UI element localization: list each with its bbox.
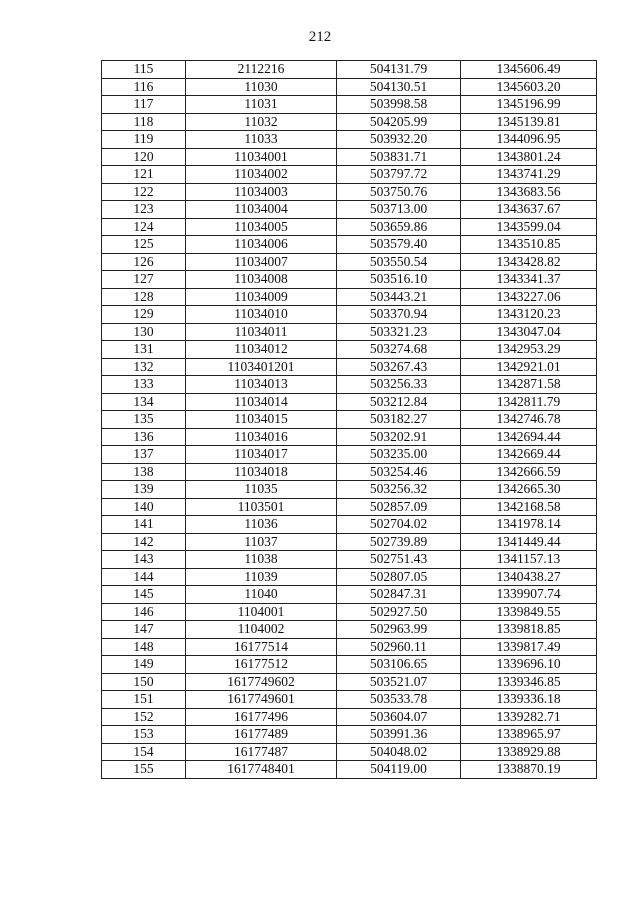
point-id-cell: 11038 bbox=[186, 551, 337, 569]
y-coordinate-cell: 1343801.24 bbox=[461, 148, 597, 166]
point-id-cell: 11034009 bbox=[186, 288, 337, 306]
x-coordinate-cell: 503212.84 bbox=[337, 393, 461, 411]
y-coordinate-cell: 1343683.56 bbox=[461, 183, 597, 201]
row-number-cell: 142 bbox=[102, 533, 186, 551]
y-coordinate-cell: 1339282.71 bbox=[461, 708, 597, 726]
point-id-cell: 11034018 bbox=[186, 463, 337, 481]
table-row bbox=[102, 218, 597, 236]
row-number-cell: 119 bbox=[102, 131, 186, 149]
y-coordinate-cell: 1343637.67 bbox=[461, 201, 597, 219]
y-coordinate-cell: 1343510.85 bbox=[461, 236, 597, 254]
row-number-cell: 138 bbox=[102, 463, 186, 481]
x-coordinate-cell: 503533.78 bbox=[337, 691, 461, 709]
x-coordinate-cell: 503256.32 bbox=[337, 481, 461, 499]
point-id-cell: 11035 bbox=[186, 481, 337, 499]
y-coordinate-cell: 1342871.58 bbox=[461, 376, 597, 394]
table-row bbox=[102, 446, 597, 464]
row-number-cell: 120 bbox=[102, 148, 186, 166]
point-id-cell: 16177496 bbox=[186, 708, 337, 726]
point-id-cell: 11034007 bbox=[186, 253, 337, 271]
x-coordinate-cell: 503370.94 bbox=[337, 306, 461, 324]
table-row bbox=[102, 463, 597, 481]
table-row bbox=[102, 621, 597, 639]
row-number-cell: 121 bbox=[102, 166, 186, 184]
table-row bbox=[102, 201, 597, 219]
table-row bbox=[102, 236, 597, 254]
x-coordinate-cell: 503998.58 bbox=[337, 96, 461, 114]
table-row bbox=[102, 393, 597, 411]
y-coordinate-cell: 1341978.14 bbox=[461, 516, 597, 534]
row-number-cell: 125 bbox=[102, 236, 186, 254]
x-coordinate-cell: 502963.99 bbox=[337, 621, 461, 639]
row-number-cell: 115 bbox=[102, 61, 186, 79]
row-number-cell: 131 bbox=[102, 341, 186, 359]
y-coordinate-cell: 1343227.06 bbox=[461, 288, 597, 306]
point-id-cell: 11036 bbox=[186, 516, 337, 534]
row-number-cell: 123 bbox=[102, 201, 186, 219]
coordinates-table-body bbox=[102, 61, 597, 779]
row-number-cell: 129 bbox=[102, 306, 186, 324]
point-id-cell: 16177514 bbox=[186, 638, 337, 656]
row-number-cell: 118 bbox=[102, 113, 186, 131]
row-number-cell: 147 bbox=[102, 621, 186, 639]
y-coordinate-cell: 1342666.59 bbox=[461, 463, 597, 481]
y-coordinate-cell: 1342953.29 bbox=[461, 341, 597, 359]
y-coordinate-cell: 1343741.29 bbox=[461, 166, 597, 184]
y-coordinate-cell: 1343428.82 bbox=[461, 253, 597, 271]
x-coordinate-cell: 502751.43 bbox=[337, 551, 461, 569]
y-coordinate-cell: 1339907.74 bbox=[461, 586, 597, 604]
table-row bbox=[102, 498, 597, 516]
row-number-cell: 141 bbox=[102, 516, 186, 534]
table-row bbox=[102, 253, 597, 271]
row-number-cell: 116 bbox=[102, 78, 186, 96]
row-number-cell: 134 bbox=[102, 393, 186, 411]
table-row bbox=[102, 533, 597, 551]
table-row bbox=[102, 271, 597, 289]
x-coordinate-cell: 503797.72 bbox=[337, 166, 461, 184]
row-number-cell: 140 bbox=[102, 498, 186, 516]
point-id-cell: 1103401201 bbox=[186, 358, 337, 376]
x-coordinate-cell: 502847.31 bbox=[337, 586, 461, 604]
point-id-cell: 11037 bbox=[186, 533, 337, 551]
table-row bbox=[102, 708, 597, 726]
x-coordinate-cell: 503521.07 bbox=[337, 673, 461, 691]
y-coordinate-cell: 1342811.79 bbox=[461, 393, 597, 411]
row-number-cell: 133 bbox=[102, 376, 186, 394]
x-coordinate-cell: 504130.51 bbox=[337, 78, 461, 96]
table-row bbox=[102, 341, 597, 359]
coordinates-table bbox=[101, 60, 597, 779]
x-coordinate-cell: 504119.00 bbox=[337, 761, 461, 779]
x-coordinate-cell: 503235.00 bbox=[337, 446, 461, 464]
row-number-cell: 150 bbox=[102, 673, 186, 691]
y-coordinate-cell: 1342746.78 bbox=[461, 411, 597, 429]
table-row bbox=[102, 726, 597, 744]
y-coordinate-cell: 1344096.95 bbox=[461, 131, 597, 149]
row-number-cell: 144 bbox=[102, 568, 186, 586]
row-number-cell: 117 bbox=[102, 96, 186, 114]
row-number-cell: 155 bbox=[102, 761, 186, 779]
y-coordinate-cell: 1339818.85 bbox=[461, 621, 597, 639]
x-coordinate-cell: 503443.21 bbox=[337, 288, 461, 306]
x-coordinate-cell: 503579.40 bbox=[337, 236, 461, 254]
row-number-cell: 152 bbox=[102, 708, 186, 726]
row-number-cell: 149 bbox=[102, 656, 186, 674]
y-coordinate-cell: 1342921.01 bbox=[461, 358, 597, 376]
table-row bbox=[102, 113, 597, 131]
x-coordinate-cell: 502739.89 bbox=[337, 533, 461, 551]
row-number-cell: 132 bbox=[102, 358, 186, 376]
y-coordinate-cell: 1339696.10 bbox=[461, 656, 597, 674]
y-coordinate-cell: 1342694.44 bbox=[461, 428, 597, 446]
point-id-cell: 2112216 bbox=[186, 61, 337, 79]
x-coordinate-cell: 502704.02 bbox=[337, 516, 461, 534]
y-coordinate-cell: 1342168.58 bbox=[461, 498, 597, 516]
y-coordinate-cell: 1339336.18 bbox=[461, 691, 597, 709]
x-coordinate-cell: 503321.23 bbox=[337, 323, 461, 341]
table-row bbox=[102, 586, 597, 604]
x-coordinate-cell: 503550.54 bbox=[337, 253, 461, 271]
row-number-cell: 128 bbox=[102, 288, 186, 306]
y-coordinate-cell: 1341449.44 bbox=[461, 533, 597, 551]
x-coordinate-cell: 503274.68 bbox=[337, 341, 461, 359]
y-coordinate-cell: 1343599.04 bbox=[461, 218, 597, 236]
row-number-cell: 122 bbox=[102, 183, 186, 201]
table-row bbox=[102, 603, 597, 621]
y-coordinate-cell: 1343047.04 bbox=[461, 323, 597, 341]
y-coordinate-cell: 1338965.97 bbox=[461, 726, 597, 744]
y-coordinate-cell: 1345139.81 bbox=[461, 113, 597, 131]
y-coordinate-cell: 1343120.23 bbox=[461, 306, 597, 324]
row-number-cell: 127 bbox=[102, 271, 186, 289]
x-coordinate-cell: 502927.50 bbox=[337, 603, 461, 621]
row-number-cell: 124 bbox=[102, 218, 186, 236]
point-id-cell: 1617748401 bbox=[186, 761, 337, 779]
x-coordinate-cell: 503254.46 bbox=[337, 463, 461, 481]
point-id-cell: 11034004 bbox=[186, 201, 337, 219]
point-id-cell: 11032 bbox=[186, 113, 337, 131]
table-row bbox=[102, 61, 597, 79]
table-row bbox=[102, 131, 597, 149]
y-coordinate-cell: 1345603.20 bbox=[461, 78, 597, 96]
x-coordinate-cell: 503604.07 bbox=[337, 708, 461, 726]
row-number-cell: 135 bbox=[102, 411, 186, 429]
row-number-cell: 139 bbox=[102, 481, 186, 499]
y-coordinate-cell: 1343341.37 bbox=[461, 271, 597, 289]
point-id-cell: 1104002 bbox=[186, 621, 337, 639]
x-coordinate-cell: 503831.71 bbox=[337, 148, 461, 166]
table-row bbox=[102, 481, 597, 499]
point-id-cell: 11034011 bbox=[186, 323, 337, 341]
x-coordinate-cell: 502807.05 bbox=[337, 568, 461, 586]
x-coordinate-cell: 503932.20 bbox=[337, 131, 461, 149]
point-id-cell: 1103501 bbox=[186, 498, 337, 516]
point-id-cell: 11034017 bbox=[186, 446, 337, 464]
y-coordinate-cell: 1345196.99 bbox=[461, 96, 597, 114]
y-coordinate-cell: 1340438.27 bbox=[461, 568, 597, 586]
row-number-cell: 145 bbox=[102, 586, 186, 604]
row-number-cell: 146 bbox=[102, 603, 186, 621]
x-coordinate-cell: 503713.00 bbox=[337, 201, 461, 219]
row-number-cell: 143 bbox=[102, 551, 186, 569]
row-number-cell: 137 bbox=[102, 446, 186, 464]
x-coordinate-cell: 504048.02 bbox=[337, 743, 461, 761]
row-number-cell: 148 bbox=[102, 638, 186, 656]
table-row bbox=[102, 743, 597, 761]
point-id-cell: 11031 bbox=[186, 96, 337, 114]
x-coordinate-cell: 503256.33 bbox=[337, 376, 461, 394]
table-row bbox=[102, 428, 597, 446]
row-number-cell: 154 bbox=[102, 743, 186, 761]
point-id-cell: 11034003 bbox=[186, 183, 337, 201]
point-id-cell: 1617749602 bbox=[186, 673, 337, 691]
point-id-cell: 11034012 bbox=[186, 341, 337, 359]
y-coordinate-cell: 1342669.44 bbox=[461, 446, 597, 464]
table-row bbox=[102, 568, 597, 586]
table-row bbox=[102, 761, 597, 779]
row-number-cell: 153 bbox=[102, 726, 186, 744]
table-row bbox=[102, 323, 597, 341]
table-row bbox=[102, 691, 597, 709]
point-id-cell: 11034002 bbox=[186, 166, 337, 184]
table-row bbox=[102, 638, 597, 656]
table-row bbox=[102, 551, 597, 569]
x-coordinate-cell: 502857.09 bbox=[337, 498, 461, 516]
y-coordinate-cell: 1342665.30 bbox=[461, 481, 597, 499]
x-coordinate-cell: 502960.11 bbox=[337, 638, 461, 656]
table-row bbox=[102, 166, 597, 184]
table-row bbox=[102, 656, 597, 674]
table-row bbox=[102, 516, 597, 534]
point-id-cell: 1104001 bbox=[186, 603, 337, 621]
point-id-cell: 1617749601 bbox=[186, 691, 337, 709]
point-id-cell: 11039 bbox=[186, 568, 337, 586]
x-coordinate-cell: 503182.27 bbox=[337, 411, 461, 429]
point-id-cell: 16177489 bbox=[186, 726, 337, 744]
y-coordinate-cell: 1345606.49 bbox=[461, 61, 597, 79]
x-coordinate-cell: 503267.43 bbox=[337, 358, 461, 376]
table-row bbox=[102, 148, 597, 166]
row-number-cell: 151 bbox=[102, 691, 186, 709]
row-number-cell: 130 bbox=[102, 323, 186, 341]
table-row bbox=[102, 411, 597, 429]
point-id-cell: 11030 bbox=[186, 78, 337, 96]
point-id-cell: 11034010 bbox=[186, 306, 337, 324]
x-coordinate-cell: 503106.65 bbox=[337, 656, 461, 674]
point-id-cell: 11034005 bbox=[186, 218, 337, 236]
point-id-cell: 11040 bbox=[186, 586, 337, 604]
table-row bbox=[102, 183, 597, 201]
x-coordinate-cell: 504205.99 bbox=[337, 113, 461, 131]
point-id-cell: 16177487 bbox=[186, 743, 337, 761]
y-coordinate-cell: 1339849.55 bbox=[461, 603, 597, 621]
point-id-cell: 16177512 bbox=[186, 656, 337, 674]
point-id-cell: 11034015 bbox=[186, 411, 337, 429]
row-number-cell: 126 bbox=[102, 253, 186, 271]
x-coordinate-cell: 503516.10 bbox=[337, 271, 461, 289]
y-coordinate-cell: 1341157.13 bbox=[461, 551, 597, 569]
point-id-cell: 11034016 bbox=[186, 428, 337, 446]
y-coordinate-cell: 1338929.88 bbox=[461, 743, 597, 761]
point-id-cell: 11034006 bbox=[186, 236, 337, 254]
point-id-cell: 11034014 bbox=[186, 393, 337, 411]
table-row bbox=[102, 673, 597, 691]
x-coordinate-cell: 503991.36 bbox=[337, 726, 461, 744]
row-number-cell: 136 bbox=[102, 428, 186, 446]
point-id-cell: 11034013 bbox=[186, 376, 337, 394]
x-coordinate-cell: 503202.91 bbox=[337, 428, 461, 446]
table-row bbox=[102, 376, 597, 394]
x-coordinate-cell: 503750.76 bbox=[337, 183, 461, 201]
point-id-cell: 11034001 bbox=[186, 148, 337, 166]
table-row bbox=[102, 306, 597, 324]
x-coordinate-cell: 503659.86 bbox=[337, 218, 461, 236]
table-row bbox=[102, 358, 597, 376]
table-row bbox=[102, 96, 597, 114]
x-coordinate-cell: 504131.79 bbox=[337, 61, 461, 79]
y-coordinate-cell: 1339817.49 bbox=[461, 638, 597, 656]
table-row bbox=[102, 288, 597, 306]
point-id-cell: 11034008 bbox=[186, 271, 337, 289]
y-coordinate-cell: 1338870.19 bbox=[461, 761, 597, 779]
table-row bbox=[102, 78, 597, 96]
point-id-cell: 11033 bbox=[186, 131, 337, 149]
y-coordinate-cell: 1339346.85 bbox=[461, 673, 597, 691]
page-number: 212 bbox=[308, 29, 332, 45]
